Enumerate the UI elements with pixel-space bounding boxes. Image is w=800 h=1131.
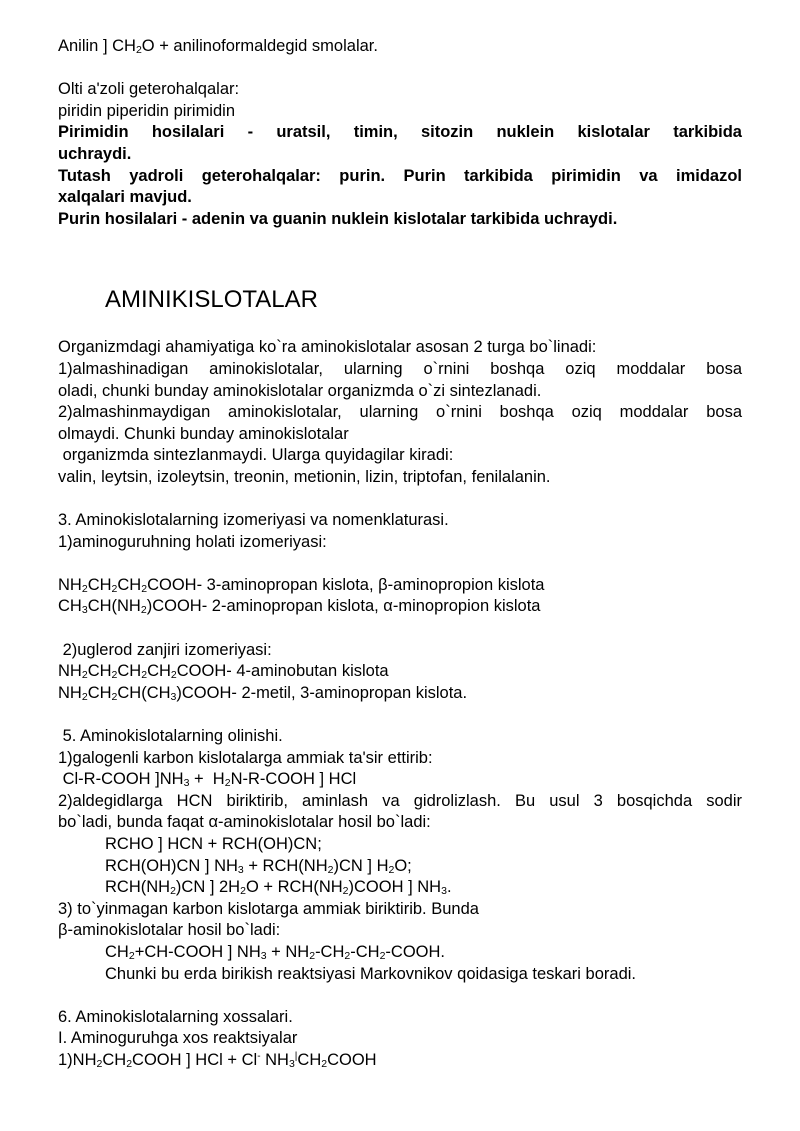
carbon-chain-isomerism-label: 2)uglerod zanjiri izomeriyasi: <box>58 640 272 659</box>
fused-heterocycles-line2: xalqalari mavjud. <box>58 188 192 207</box>
six-membered-heterocycles-label: Olti a'zoli geterohalqalar: <box>58 80 240 99</box>
formula-2-aminopropanoic: $CH_3CH(NH_2)COOH-$ 2-aminopropan kislota, α-minopropion kislota <box>58 597 541 617</box>
replaceable-amino-acids-line1: 1)almashinadigan aminokislotalar, ularning o`rnini boshqa oziq moddalar bosa <box>58 359 742 378</box>
pyrimidine-derivatives-line2: uchraydi. <box>58 144 132 163</box>
glycine-hcl-reaction: $1)NH_2CH_2COOH$ ] HCl + Cl- $NH_3^|CH_2COOH$ <box>58 1050 377 1070</box>
classification-intro: Organizmdagi ahamiyatiga ko`ra aminokislotalar asosan 2 turga bo`linadi: <box>58 338 597 357</box>
pyrimidine-derivatives-line1: Pirimidin hosilalari - uratsil, timin, sitozin nuklein kislotalar tarkibida <box>58 123 742 142</box>
essential-amino-acids-line1: 2)almashinmaydigan aminokislotalar, ularning o`rnini boshqa oziq moddalar bosa <box>58 403 742 422</box>
amino-group-reactions-label: I. Aminoguruhga xos reaktsiyalar <box>58 1029 298 1048</box>
heterocycle-list: piridin piperidin pirimidin <box>58 101 235 120</box>
halogen-acid-method: 1)galogenli karbon kislotalarga ammiak ta'sir ettirib: <box>58 748 433 767</box>
aniline-reaction-line: Anilin ] $CH_2O$ + anilinoformaldegid smolalar. <box>58 37 378 56</box>
fused-heterocycles-line1: Tutash yadroli geterohalqalar: purin. Purin tarkibida pirimidin va imidazol <box>58 166 742 185</box>
essential-amino-acids-line3: organizmda sintezlanmaydi. Ularga quyidagilar kiradi: <box>58 446 454 465</box>
isomerism-title: 3. Aminokislotalarning izomeriyasi va nomenklaturasi. <box>58 511 449 530</box>
purine-derivatives-line: Purin hosilalari - adenin va guanin nuklein kislotalar tarkibida uchraydi. <box>58 209 618 228</box>
unsaturated-acid-method-line2: β-aminokislotalar hosil bo`ladi: <box>58 921 281 940</box>
document-page <box>58 36 742 1072</box>
essential-amino-acids-list: valin, leytsin, izoleytsin, treonin, metionin, lizin, triptofan, fenilalanin. <box>58 467 551 486</box>
formula-3-aminopropanoic: $NH_2CH_2CH_2COOH-$ 3-aminopropan kislota, β-aminopropion kislota <box>58 575 545 595</box>
essential-amino-acids-line2: olmaydi. Chunki bunday aminokislotalar <box>58 424 349 443</box>
aldehyde-method-line1: 2)aldegidlarga HCN biriktirib, aminlash va gidrolizlash. Bu usul 3 bosqichda sodir <box>58 791 742 810</box>
formula-4-aminobutanoic: $NH_2CH_2CH_2CH_2COOH-$ 4-aminobutan kislota <box>58 662 389 682</box>
unsaturated-acid-method-line1: 3) to`yinmagan karbon kislotarga ammiak biriktirib. Bunda <box>58 899 479 918</box>
aldehyde-step3: $RCH(NH_2)CN$ ] $2H_2O$ + $RCH(NH_2)COOH$ ] $NH_3$. <box>105 878 452 898</box>
aldehyde-step1: RCHO ] HCN + RCH(OH)CN; <box>105 835 322 853</box>
amino-position-isomerism-label: 1)aminoguruhning holati izomeriyasi: <box>58 532 327 551</box>
unsaturated-acid-reaction: $CH_2+CH$-COOH ] $NH_3$ + $NH_2-CH_2-CH_2$-COOH. <box>105 942 445 962</box>
replaceable-amino-acids-line2: oladi, chunki bunday aminokislotalar organizmda o`zi sintezlanadi. <box>58 381 542 400</box>
halogen-acid-reaction: Cl-R-COOH ]$NH_3$ + $H_2N-R$-COOH ] HCl <box>58 770 357 790</box>
section-heading: AMINIKISLOTALAR <box>105 286 318 314</box>
formula-2-methyl-3-aminopropanoic: $NH_2CH_2CH(CH_3)COOH-$ 2-metil, 3-aminopropan kislota. <box>58 683 468 703</box>
aldehyde-step2: RCH(OH)CN ] $NH_3 + RCH(NH_2)CN$ ] $H_2O$; <box>105 856 412 876</box>
preparation-title: 5. Aminokislotalarning olinishi. <box>58 727 283 746</box>
markovnikov-note: Chunki bu erda birikish reaktsiyasi Markovnikov qoidasiga teskari boradi. <box>105 964 636 983</box>
properties-title: 6. Aminokislotalarning xossalari. <box>58 1007 293 1026</box>
aldehyde-method-line2: bo`ladi, bunda faqat α-aminokislotalar hosil bo`ladi: <box>58 813 431 832</box>
